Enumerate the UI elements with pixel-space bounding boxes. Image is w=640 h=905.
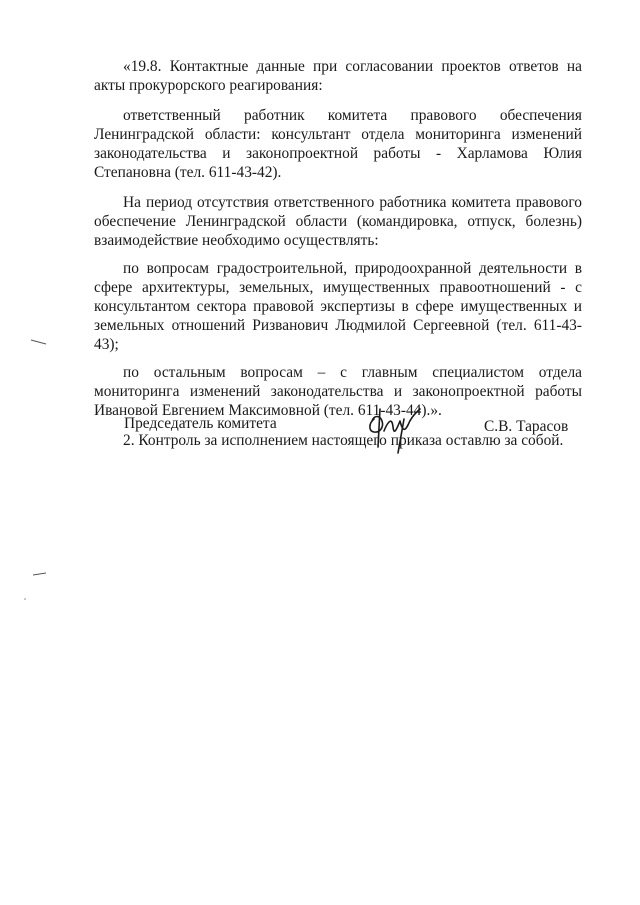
signature-title: Председатель комитета (124, 415, 277, 432)
paragraph-other-questions: по остальным вопросам – с главным специалистом отдела мониторинга изменений законодательства и законопроектной работы Ивановой Евгением Максимовной (тел. 611-43-44).». (94, 364, 582, 419)
document-body (94, 57, 582, 450)
signatory-name: С.В. Тарасов (484, 418, 569, 435)
handwritten-signature (360, 401, 430, 461)
paragraph-urban-planning: по вопросам градостроительной, природоохранной деятельности в сфере архитектуры, земельных, имущественных правоотношений - с консультантом сектора правовой экспертизы в сфере имущественных и земельных отношений Ризванович Людмилой Сергеевной (тел. 611-43-43); (94, 260, 582, 353)
scan-margin-mark (32, 570, 48, 578)
paragraph-contact-data: «19.8. Контактные данные при согласовании проектов ответов на акты прокурорского реагирования: (94, 58, 582, 94)
paragraph-absence-period: На период отсутствия ответственного работника комитета правового обеспечение Ленинградской области (командировка, отпуск, болезнь) взаимодействие необходимо осуществлять: (94, 194, 582, 249)
scan-dust-mark (22, 596, 28, 602)
paragraph-responsible-worker: ответственный работник комитета правового обеспечения Ленинградской области: консультант отдела мониторинга изменений законодательства и законопроектной работы - Харламова Юлия Степановна (тел. 611-43-42). (94, 107, 582, 181)
paragraph-control: 2. Контроль за исполнением настоящего приказа оставлю за собой. (123, 432, 564, 449)
scan-margin-mark (30, 338, 48, 346)
